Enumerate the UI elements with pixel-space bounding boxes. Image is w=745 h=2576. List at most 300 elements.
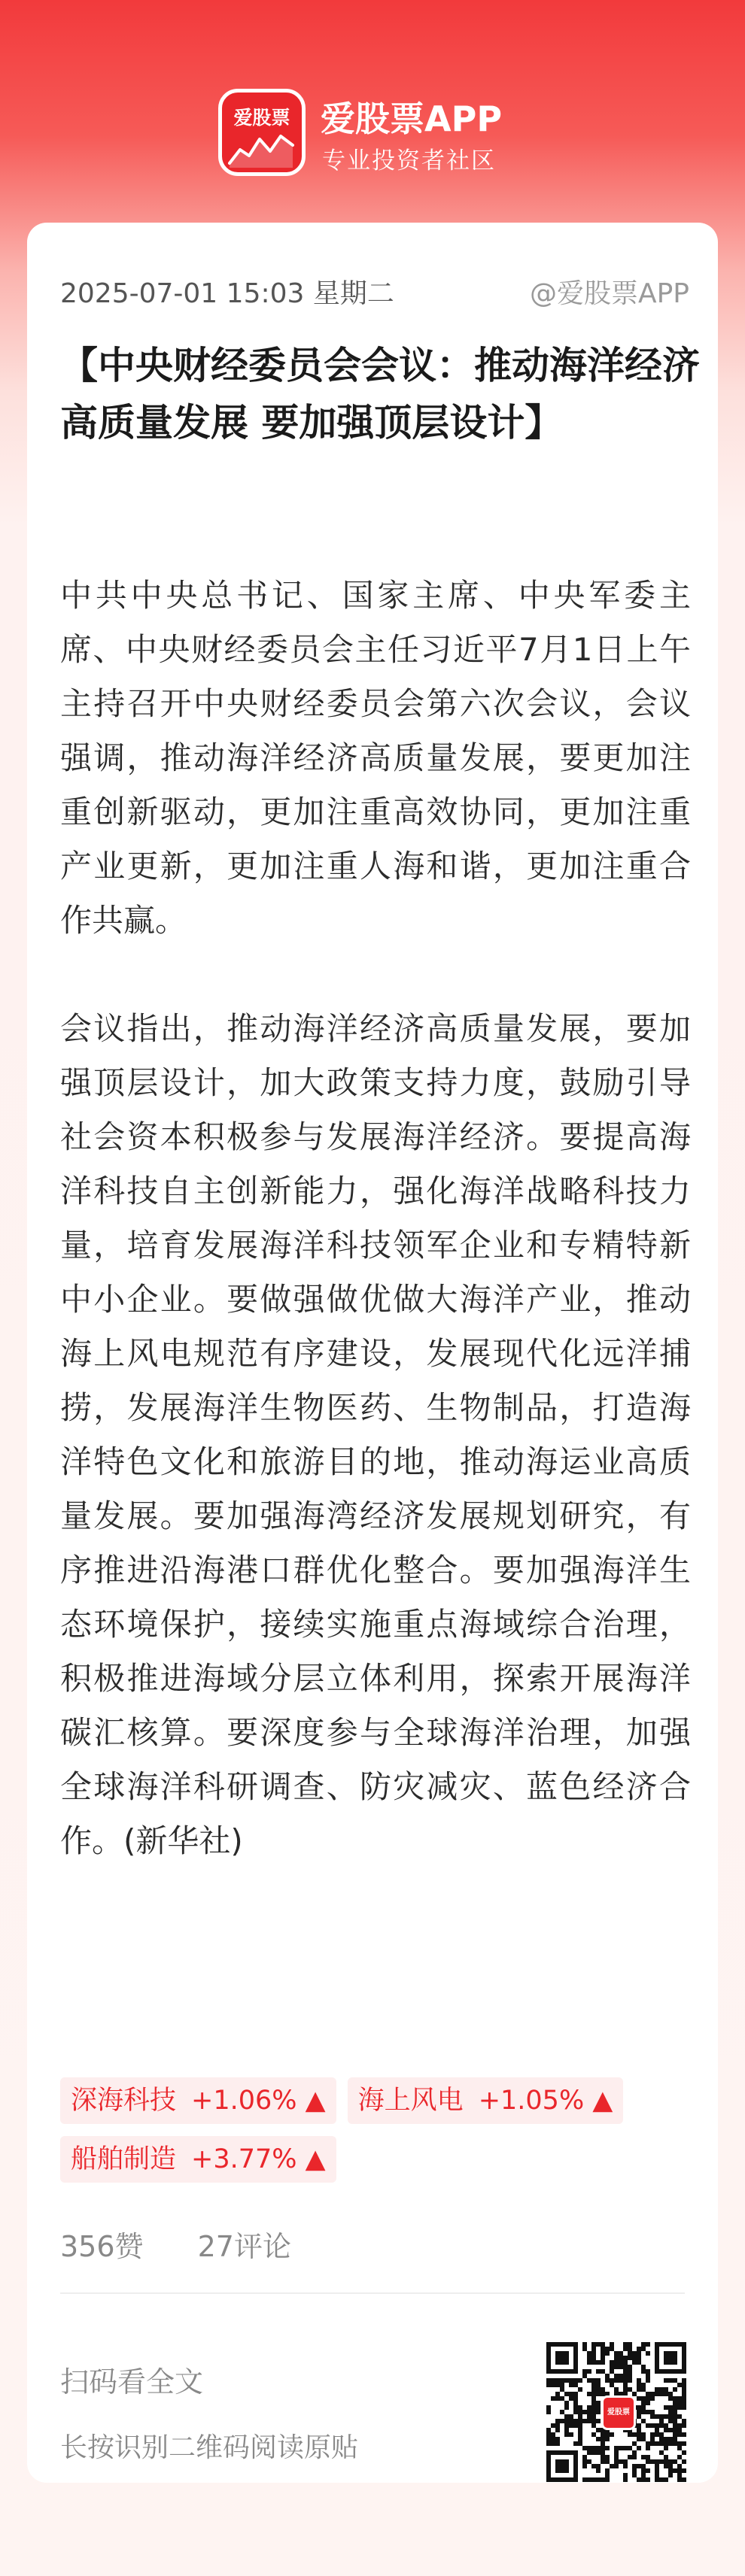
qr-module [641, 2419, 646, 2423]
tag-change: +3.77% ▲ [191, 2144, 326, 2174]
qr-module [619, 2351, 623, 2356]
post-paragraph: 会议指出，推动海洋经济高质量发展，要加强顶层设计，加大政策支持力度，鼓励引导社会资本积极参与发展海洋经济。要提高海洋科技自主创新能力，强化海洋战略科技力量，培育发展海洋科技领军企业和专精特新中小企业。要做强做优做大海洋产业，推动海上风电规范有序建设，发展现代化远洋捕捞，发展海洋生物医药、生物制品，打造海洋特色文化和旅游目的地，推动海运业高质量发展。要加强海湾经济发展规划研究，有序推进沿海港口群优化整合。要加强海洋生态环境保护，接续实施重点海域综合治理，积极推进海域分层立体利用，探索开展海洋碳汇核算。要深度参与全球海洋治理，加强全球海洋科研调查、防灾减灾、蓝色经济合作。(新华社) [60, 1010, 691, 1859]
qr-module [632, 2464, 637, 2468]
qr-module [655, 2414, 659, 2419]
qr-module [682, 2459, 686, 2464]
qr-module [659, 2477, 664, 2482]
qr-module [646, 2459, 650, 2464]
qr-module [605, 2374, 610, 2378]
qr-module [587, 2477, 591, 2482]
qr-module [641, 2396, 646, 2401]
qr-module [551, 2378, 555, 2383]
qr-module [560, 2383, 564, 2387]
qr-module [601, 2360, 605, 2365]
stock-tags [60, 2077, 700, 2195]
qr-module [582, 2477, 587, 2482]
qr-module [628, 2455, 632, 2459]
qr-module [646, 2410, 650, 2414]
qr-module [664, 2387, 668, 2392]
qr-module [610, 2365, 614, 2369]
qr-module [682, 2387, 686, 2392]
qr-module [673, 2432, 677, 2437]
qr-module [601, 2356, 605, 2360]
qr-module [619, 2459, 623, 2464]
qr-module [641, 2342, 646, 2347]
qr-module [682, 2450, 686, 2455]
qr-module [601, 2459, 605, 2464]
qr-module [578, 2414, 582, 2419]
qr-module [582, 2419, 587, 2423]
qr-module [614, 2378, 619, 2383]
qr-module [578, 2405, 582, 2410]
qr-module [628, 2369, 632, 2374]
tag-change: +1.06% ▲ [191, 2086, 326, 2116]
qr-module [628, 2365, 632, 2369]
qr-module [637, 2428, 641, 2432]
qr-module [605, 2437, 610, 2441]
qr-module [578, 2428, 582, 2432]
qr-module [587, 2351, 591, 2356]
qr-module [628, 2356, 632, 2360]
qr-module [546, 2410, 551, 2414]
qr-module [682, 2423, 686, 2428]
qr-module [659, 2387, 664, 2392]
qr-module [650, 2441, 655, 2446]
qr-module [641, 2405, 646, 2410]
qr-module [596, 2450, 601, 2455]
qr-module [659, 2441, 664, 2446]
qr-module [591, 2432, 596, 2437]
qr-module [573, 2410, 578, 2414]
qr-module [587, 2459, 591, 2464]
qr-module [546, 2428, 551, 2432]
qr-module [664, 2441, 668, 2446]
qr-module [591, 2378, 596, 2383]
qr-module [677, 2446, 682, 2450]
qr-module [614, 2455, 619, 2459]
qr-module [546, 2378, 551, 2383]
qr-module [659, 2423, 664, 2428]
qr-module [596, 2446, 601, 2450]
qr-module [682, 2396, 686, 2401]
qr-module [623, 2374, 628, 2378]
qr-module [578, 2387, 582, 2392]
qr-module [596, 2378, 601, 2383]
qr-module [632, 2455, 637, 2459]
qr-module [596, 2468, 601, 2473]
qr-module [677, 2477, 682, 2482]
qr-module [582, 2459, 587, 2464]
qr-module [551, 2396, 555, 2401]
qr-module [659, 2459, 664, 2464]
app-slogan: 专业投资者社区 [322, 147, 496, 174]
qr-module [632, 2360, 637, 2365]
post-source[interactable]: @爱股票APP [529, 278, 689, 309]
post-paragraph: 中共中央总书记、国家主席、中央军委主席、中央财经委员会主任习近平7月1日上午主持召开中央财经委员会第六次会议，会议强调，推动海洋经济高质量发展，要更加注重创新驱动，更加注重高效协同，更加注重产业更新，更加注重人海和谐，更加注重合作共赢。 [60, 577, 691, 939]
qr-module [659, 2414, 664, 2419]
qr-module [673, 2428, 677, 2432]
qr-module [564, 2401, 569, 2405]
qr-module [646, 2378, 650, 2383]
qr-module [628, 2387, 632, 2392]
qr-module [591, 2392, 596, 2396]
qr-module [646, 2441, 650, 2446]
qr-module [641, 2455, 646, 2459]
qr-module [596, 2428, 601, 2432]
qr-module [682, 2468, 686, 2473]
qr-module [560, 2396, 564, 2401]
qr-module [573, 2392, 578, 2396]
qr-module [619, 2374, 623, 2378]
qr-module [591, 2446, 596, 2450]
qr-module [591, 2356, 596, 2360]
qr-module [664, 2477, 668, 2482]
qr-module [641, 2464, 646, 2468]
qr-module [587, 2410, 591, 2414]
qr-module [641, 2369, 646, 2374]
qr-module [655, 2468, 659, 2473]
qr-module [664, 2437, 668, 2441]
qr-module [591, 2360, 596, 2365]
qr-module [591, 2477, 596, 2482]
qr-module [682, 2401, 686, 2405]
qr-module [614, 2351, 619, 2356]
qr-module [673, 2437, 677, 2441]
qr-module [646, 2423, 650, 2428]
qr-module [623, 2477, 628, 2482]
qr-module [601, 2342, 605, 2347]
qr-module [582, 2347, 587, 2351]
qr-module [628, 2378, 632, 2383]
qr-module [655, 2428, 659, 2432]
qr-module [637, 2360, 641, 2365]
qr-module [564, 2432, 569, 2437]
qr-module [619, 2446, 623, 2450]
qr-module [564, 2419, 569, 2423]
qr-module [650, 2392, 655, 2396]
qr-module [632, 2432, 637, 2437]
qr-module [569, 2392, 573, 2396]
qr-module [682, 2477, 686, 2482]
qr-module [601, 2437, 605, 2441]
qr-module [560, 2419, 564, 2423]
qr-module [587, 2392, 591, 2396]
qr-module [587, 2360, 591, 2365]
tag-name: 船舶制造 [71, 2144, 177, 2174]
stock-tag[interactable] [60, 2077, 336, 2124]
qr-module [646, 2342, 650, 2347]
qr-module [569, 2419, 573, 2423]
qr-module [655, 2423, 659, 2428]
app-logo [218, 89, 306, 176]
qr-module [596, 2392, 601, 2396]
qr-module [560, 2387, 564, 2392]
qr-module [591, 2410, 596, 2414]
qr-module [569, 2378, 573, 2383]
qr-module [614, 2387, 619, 2392]
qr-module [610, 2369, 614, 2374]
qr-module [637, 2432, 641, 2437]
qr-module [673, 2459, 677, 2464]
tag-name: 海上风电 [357, 2086, 464, 2116]
qr-module [637, 2387, 641, 2392]
qr-module [637, 2437, 641, 2441]
qr-module [591, 2387, 596, 2392]
qr-module [646, 2477, 650, 2482]
qr-module [677, 2405, 682, 2410]
qr-module [587, 2356, 591, 2360]
qr-module [555, 2419, 560, 2423]
qr-module [637, 2378, 641, 2383]
qr-module [682, 2432, 686, 2437]
qr-module [596, 2401, 601, 2405]
qr-module [646, 2374, 650, 2378]
qr-module [668, 2441, 673, 2446]
qr-module [637, 2383, 641, 2387]
chart-line-icon [228, 130, 296, 168]
qr-module [664, 2428, 668, 2432]
qr-module [628, 2342, 632, 2347]
qr-module [677, 2432, 682, 2437]
qr-module [668, 2405, 673, 2410]
qr-module [646, 2468, 650, 2473]
qr-module [605, 2347, 610, 2351]
qr-module [682, 2441, 686, 2446]
comment-count[interactable]: 27评论 [197, 2230, 291, 2263]
qr-module [546, 2432, 551, 2437]
qr-module [637, 2356, 641, 2360]
qr-module [677, 2401, 682, 2405]
qr-module [673, 2387, 677, 2392]
qr-module [677, 2464, 682, 2468]
qr-module [619, 2360, 623, 2365]
qr-module [646, 2446, 650, 2450]
qr-module [655, 2392, 659, 2396]
qr-module [632, 2468, 637, 2473]
qr-module [555, 2423, 560, 2428]
qr-module [668, 2459, 673, 2464]
qr-module [682, 2392, 686, 2396]
qr-module [641, 2437, 646, 2441]
qr-module [659, 2450, 664, 2455]
qr-module [614, 2464, 619, 2468]
stock-tag[interactable] [348, 2077, 624, 2124]
qr-module [555, 2441, 560, 2446]
qr-module [655, 2477, 659, 2482]
qr-module [677, 2383, 682, 2387]
qr-module [601, 2477, 605, 2482]
qr-module [596, 2419, 601, 2423]
qr-module [564, 2378, 569, 2383]
qr-module [641, 2401, 646, 2405]
qr-module [641, 2477, 646, 2482]
qr-module [664, 2459, 668, 2464]
qr-module [677, 2428, 682, 2432]
qr-module [668, 2419, 673, 2423]
qr-module [650, 2437, 655, 2441]
qr-module [673, 2401, 677, 2405]
qr-module [664, 2405, 668, 2410]
qr-module [641, 2365, 646, 2369]
post-stats [60, 2223, 336, 2265]
qr-module [668, 2464, 673, 2468]
qr-logo: 爱股票 [601, 2395, 636, 2430]
qr-module [560, 2378, 564, 2383]
qr-module [582, 2342, 587, 2347]
qr-module [587, 2450, 591, 2455]
qr-module [673, 2410, 677, 2414]
qr-module [664, 2392, 668, 2396]
qr-module [650, 2410, 655, 2414]
qr-module [546, 2437, 551, 2441]
qr-module [564, 2405, 569, 2410]
qr-module [628, 2351, 632, 2356]
qr-module [668, 2473, 673, 2477]
qr-module [605, 2468, 610, 2473]
qr-module [677, 2414, 682, 2419]
app-name: 爱股票APP [321, 99, 503, 139]
qr-module [668, 2428, 673, 2432]
qr-module [601, 2446, 605, 2450]
qr-module [591, 2419, 596, 2423]
qr-module [664, 2423, 668, 2428]
qr-module [668, 2392, 673, 2396]
qr-module [596, 2383, 601, 2387]
qr-module [646, 2351, 650, 2356]
qr-module [641, 2468, 646, 2473]
qr-module [546, 2405, 551, 2410]
qr-module [650, 2414, 655, 2419]
qr-module [628, 2347, 632, 2351]
qr-module [682, 2405, 686, 2410]
qr-module [623, 2387, 628, 2392]
qr-module [591, 2342, 596, 2347]
qr-module [673, 2405, 677, 2410]
qr-module [551, 2437, 555, 2441]
qr-module [555, 2428, 560, 2432]
qr-module [582, 2455, 587, 2459]
qr-module [637, 2405, 641, 2410]
qr-module [677, 2468, 682, 2473]
qr-module [641, 2347, 646, 2351]
qr-module [591, 2401, 596, 2405]
qr-module [596, 2464, 601, 2468]
qr-module [578, 2423, 582, 2428]
qr-module [555, 2396, 560, 2401]
qr-module [628, 2432, 632, 2437]
qr-module [668, 2396, 673, 2401]
qr-finder-center [555, 2459, 569, 2473]
qr-module [637, 2414, 641, 2419]
qr-module [619, 2356, 623, 2360]
qr-module [578, 2410, 582, 2414]
stock-tag[interactable] [60, 2136, 336, 2183]
qr-module [614, 2356, 619, 2360]
qr-module [587, 2378, 591, 2383]
qr-module [623, 2464, 628, 2468]
post-meta [60, 272, 689, 311]
qr-module [596, 2360, 601, 2365]
logo-text: 爱股票 [233, 107, 290, 129]
qr-module [650, 2423, 655, 2428]
qr-module [623, 2365, 628, 2369]
qr-module [578, 2419, 582, 2423]
qr-module [610, 2342, 614, 2347]
qr-module [664, 2446, 668, 2450]
qr-module [555, 2437, 560, 2441]
qr-module [555, 2392, 560, 2396]
qr-module [610, 2378, 614, 2383]
qr-module [591, 2464, 596, 2468]
qr-module [578, 2437, 582, 2441]
qr-module [601, 2441, 605, 2446]
qr-module [628, 2446, 632, 2450]
qr-module [610, 2464, 614, 2468]
qr-module [596, 2387, 601, 2392]
qr-module [623, 2360, 628, 2365]
qr-module [569, 2423, 573, 2428]
qr-module [569, 2383, 573, 2387]
qr-module [564, 2392, 569, 2396]
qr-module [569, 2432, 573, 2437]
qr-module [641, 2432, 646, 2437]
qr-module [673, 2378, 677, 2383]
divider [60, 2292, 685, 2294]
qr-module [682, 2419, 686, 2423]
qr-module [682, 2378, 686, 2383]
qr-module [596, 2410, 601, 2414]
qr-module [637, 2423, 641, 2428]
like-count[interactable]: 356赞 [60, 2230, 144, 2263]
post-datetime: 2025-07-01 15:03 星期二 [60, 278, 394, 309]
qr-module [673, 2396, 677, 2401]
qr-module [573, 2441, 578, 2446]
qr-module [564, 2423, 569, 2428]
qr-module [668, 2378, 673, 2383]
qr-module [623, 2446, 628, 2450]
qr-module [596, 2477, 601, 2482]
qr-module [601, 2450, 605, 2455]
qr-module [551, 2432, 555, 2437]
qr-module [605, 2455, 610, 2459]
qr-module [623, 2369, 628, 2374]
scan-title: 扫码看全文 [60, 2365, 204, 2399]
qr-module [610, 2360, 614, 2365]
post-body [60, 569, 691, 1868]
qr-module [564, 2414, 569, 2419]
qr-module [555, 2383, 560, 2387]
qr-module [591, 2347, 596, 2351]
qr-module [655, 2441, 659, 2446]
qr-module [677, 2455, 682, 2459]
qr-module [677, 2441, 682, 2446]
qr-module [605, 2351, 610, 2356]
qr-module [582, 2446, 587, 2450]
qr-module [655, 2387, 659, 2392]
qr-module [614, 2450, 619, 2455]
qr-module [623, 2383, 628, 2387]
qr-module [637, 2351, 641, 2356]
qr-module [677, 2396, 682, 2401]
qr-module [596, 2342, 601, 2347]
qr-module [551, 2441, 555, 2446]
qr-module [601, 2387, 605, 2392]
qr-module [632, 2356, 637, 2360]
qr-module [650, 2432, 655, 2437]
qr-module [582, 2374, 587, 2378]
qr-module [623, 2473, 628, 2477]
qr-module [659, 2437, 664, 2441]
